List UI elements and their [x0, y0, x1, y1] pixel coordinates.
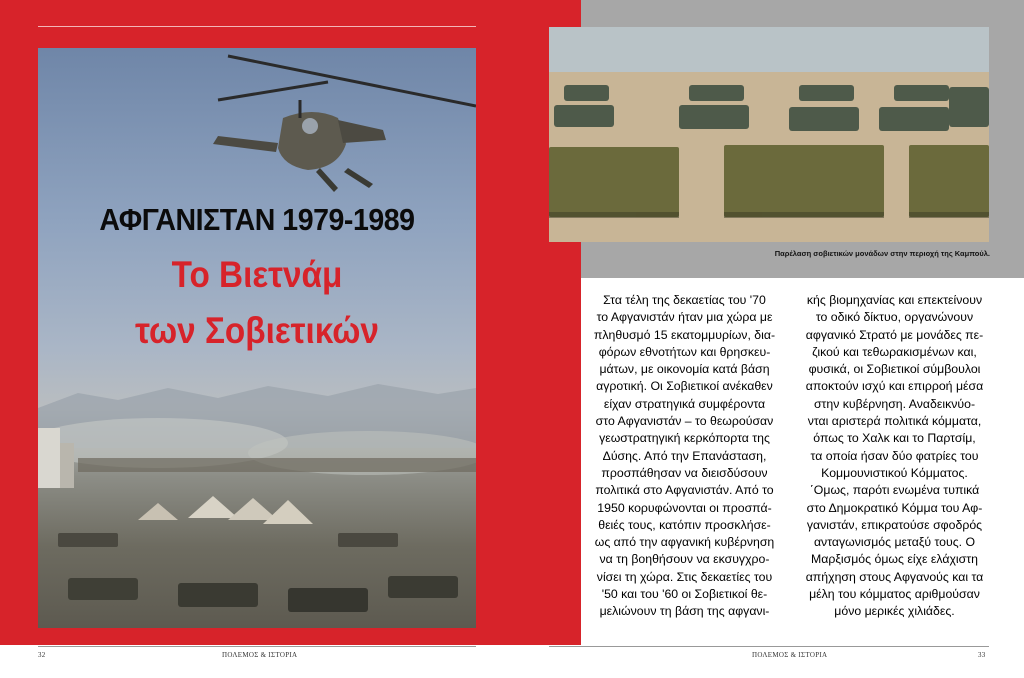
text-line: γεωστρατηγική κερκόπορτα της [599, 431, 770, 446]
headline: ΑΦΓΑΝΙΣΤΑΝ 1979-1989 [99, 202, 415, 237]
text-line: απήχηση στους Αφγανούς και τα [805, 569, 984, 584]
sky [549, 27, 989, 72]
building [38, 428, 60, 488]
text-line: μελιώνουν τη βάση της αφγανι- [599, 604, 770, 619]
text-line: ΄Ομως, παρότι ενωμένα τυπικά [809, 483, 980, 498]
running-title-right: ΠΟΛΕΜΟΣ & ΙΣΤΟΡΙΑ [752, 651, 828, 659]
text-line: να τη βοηθήσουν να εκσυγχρο- [599, 552, 770, 567]
text-line: νίσει τη χώρα. Στις δεκαετίες του [596, 569, 773, 584]
tent [188, 496, 238, 518]
text-line: το Αφγανιστάν ήταν μια χώρα με [596, 310, 773, 325]
text-line: προσπάθησαν να διεισδύσουν [601, 465, 768, 480]
text-line: ζικού και τεθωρακισμένων και, [812, 344, 977, 359]
text-line: μόνο μερικές χιλιάδες. [834, 604, 955, 619]
armored-vehicle-3 [288, 588, 368, 612]
text-line: '50 και του '60 οι Σοβιετικοί θε- [601, 587, 768, 602]
soldier-formations [549, 145, 989, 217]
text-line: ανταγωνισμός μεταξύ τους. Ο [813, 535, 976, 550]
text-line: Μαρξισμός όμως είχε ελάχιστη [811, 552, 978, 567]
text-line: στο Αφγανιστάν – το θεωρούσαν [595, 414, 774, 429]
building-2 [60, 443, 74, 488]
text-line: γανιστάν, επικρατούσε σφοδρός [806, 517, 983, 532]
text-line: αγροτική. Οι Σοβιετικοί ανέκαθεν [596, 379, 773, 394]
page-number-right: 33 [978, 651, 986, 659]
body-column-2 [792, 292, 997, 621]
text-line: φυσικά, οι Σοβιετικοί σύμβουλοι [808, 362, 981, 377]
distant-structures [78, 458, 476, 472]
parade-illustration [549, 27, 989, 242]
top-rule [38, 26, 476, 27]
text-line: Κομμουνιστικού Κόμματος. [821, 465, 968, 480]
text-line: τα οποία ήσαν δύο φατρίες του [810, 448, 979, 463]
text-line: αφγανικό Στρατό με μονάδες πε- [805, 327, 984, 342]
footer-rule-right [549, 646, 989, 647]
photo-caption: Παρέλαση σοβιετικών μονάδων στην περιοχή της Καμπούλ. [774, 249, 990, 258]
text-line: το οδικό δίκτυο, οργανώνουν [815, 310, 974, 325]
text-line: όπως το Χαλκ και το Παρτσίμ, [813, 431, 976, 446]
text-line: αποκτούν ισχύ και επιρροή μέσα [805, 379, 984, 394]
subheadline-line2: των Σοβιετικών [135, 310, 379, 351]
footer-rule-left [38, 646, 476, 647]
text-line: νται αριστερά πολιτικά κόμματα, [807, 414, 982, 429]
text-line: στην κυβέρνηση. Αναδεικνύο- [813, 396, 976, 411]
text-line: είχαν στρατηγικά συμφέροντα [603, 396, 766, 411]
text-line: μάτων, με οικονομία κατά βάση [599, 362, 770, 377]
text-line: ως από την αφγανική κυβέρνηση [594, 535, 775, 550]
text-line: θειές τους, κατόπιν προσκλήσε- [598, 517, 771, 532]
text-line: φόρων εθνοτήτων και θρησκευ- [598, 344, 771, 359]
helicopter-icon [213, 56, 476, 192]
parade-photo [549, 27, 989, 242]
tent-4 [138, 503, 178, 520]
running-title-left: ΠΟΛΕΜΟΣ & ΙΣΤΟΡΙΑ [222, 651, 298, 659]
text-line: στο Δημοκρατικό Κόμμα του Αφ- [806, 500, 983, 515]
hero-photo-helicopter-base [38, 48, 476, 628]
text-line: κής βιομηχανίας και επεκτείνουν [806, 293, 983, 307]
text-line: Στα τέλη της δεκαετίας του '70 [603, 293, 766, 307]
tent-3 [263, 500, 313, 524]
subheadline-line1: Το Βιετνάμ [171, 254, 343, 295]
body-column-1 [582, 292, 787, 621]
text-line: πληθυσμό 15 εκατομμυρίων, δια- [593, 327, 776, 342]
tent-2 [228, 498, 278, 520]
text-line: πολιτικά στο Αφγανιστάν. Από το [595, 483, 774, 498]
armored-vehicle-4 [388, 576, 458, 598]
armored-vehicle-2 [178, 583, 258, 607]
truck-2 [338, 533, 398, 547]
text-line: μέλη του κόμματος αριθμούσαν [809, 587, 980, 602]
page-number-left: 32 [38, 651, 46, 659]
armored-vehicle [68, 578, 138, 600]
text-line: 1950 κορυφώνονται οι προσπά- [597, 500, 772, 515]
text-line: Δύσης. Από την Επανάσταση, [602, 448, 767, 463]
soldier-shadows [549, 212, 989, 218]
truck [58, 533, 118, 547]
